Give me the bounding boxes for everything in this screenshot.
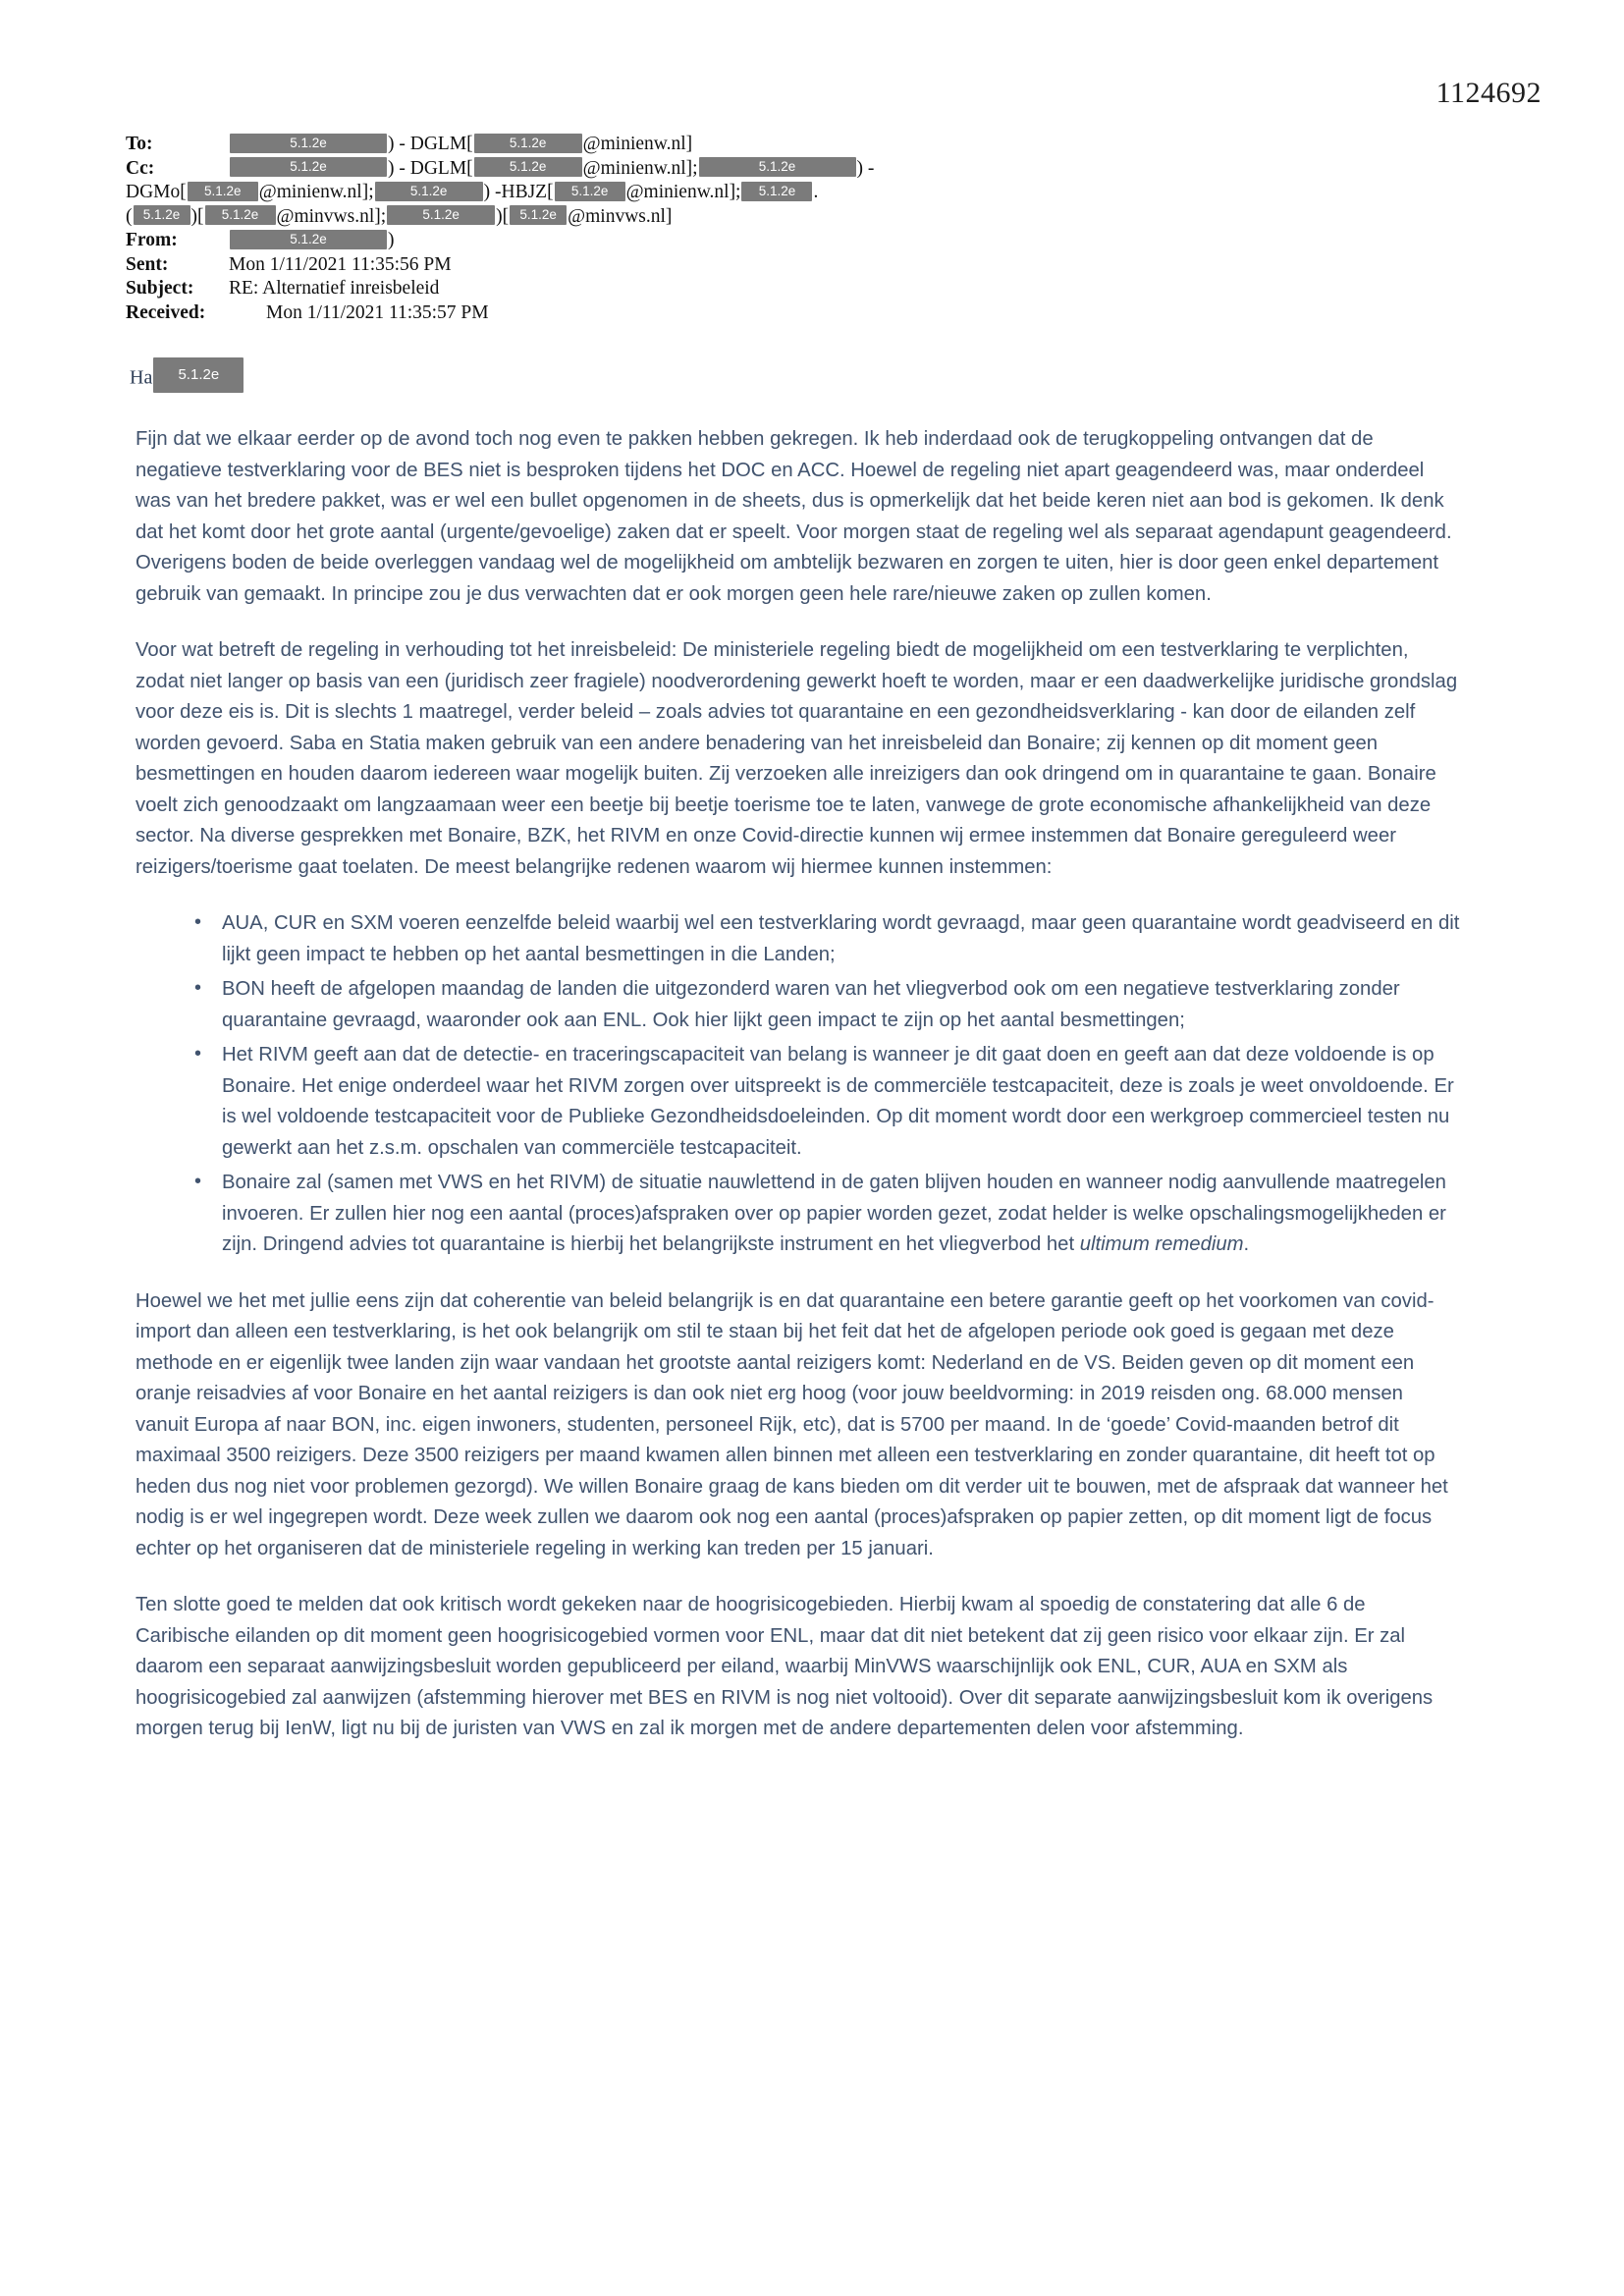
bullet-list — [135, 908, 1461, 1261]
header-row-cc-line2 — [126, 181, 1461, 205]
list-item — [194, 1040, 1461, 1164]
paragraph-1: Fijn dat we elkaar eerder op de avond toch nog even te pakken hebben gekregen. Ik heb inderdaad ook de terugkoppeling ontvangen dat de negatieve testverklaring voor de BES niet is besproken tijdens het DOC en ACC. Hoewel de regeling niet apart geagendeerd was, maar onderdeel was van het bredere pakket, was er wel een bullet opgenomen in de sheets, dus is opmerkelijk dat het beide keren niet aan bod is gekomen. Ik denk dat het komt door het grote aantal (urgente/gevoelige) zaken dat er speelt. Voor morgen staat de regeling wel als separaat agendapunt geagendeerd. Overigens boden de beide overleggen vandaag wel de mogelijkheid om ambtelijk bezwaren en zorgen te uiten, hier is door geen enkel departement gebruik van gemaakt. In principe zou je dus verwachten dat er ook morgen geen hele rare/nieuwe zaken op zullen komen. — [135, 428, 1452, 605]
cc-value-part3: ) - — [856, 157, 875, 179]
header-row-sent — [126, 253, 1461, 278]
cc-line2-part1: @minienw.nl]; — [258, 182, 374, 202]
paragraph-3: Hoewel we het met jullie eens zijn dat coherentie van beleid belangrijk is en dat quarantaine een betere garantie geeft op het voorkomen van covid-import dan alleen een testverklaring, is het ook belangrijk om stil te staan bij het feit dat het de afgelopen periode ook goed is gegaan met deze methode en er eigenlijk twee landen zijn waar vandaan het grootste aantal reizigers komt: Nederland en de VS. Beiden geven op dit moment een oranje reisadvies af voor Bonaire en het aantal reizigers is dan ook niet erg hoog (voor jouw beeldvorming: in 2019 reisden ong. 68.000 mensen vanuit Europa af naar BON, inc. eigen inwoners, studenten, personeel Rijk, etc), dat is 5700 per maand. In de ‘goede’ Covid-maanden betrof dit maximaal 3500 reizigers. Deze 3500 reizigers per maand kwamen allen binnen met alleen een testverklaring en zonder quarantaine, dit heeft tot op heden dus nog niet voor problemen gezorgd). We willen Bonaire graag de kans bieden om dit verder uit te bouwen, met de afspraak dat wanneer het nodig is er wel ingegrepen wordt. Deze week zullen we daarom ook nog een aantal (proces)afspraken op papier zetten, op dit moment ligt de focus echter op het organiseren dat de ministeriele regeling in werking kan treden per 15 januari. — [135, 1289, 1448, 1559]
greeting-line — [130, 361, 244, 397]
cc-line2-part2: ) -HBJZ[ — [483, 182, 554, 202]
redaction-block: 5.1.2e — [741, 182, 812, 201]
cc-line3-part0: ( — [126, 205, 133, 227]
cc-line2-part3: @minienw.nl]; — [625, 182, 741, 202]
redaction-block: 5.1.2e — [375, 182, 483, 201]
received-label: Received: — [126, 301, 206, 323]
list-item — [194, 974, 1461, 1036]
to-label: To: — [126, 134, 153, 154]
redaction-block: 5.1.2e — [387, 205, 495, 225]
redaction-block: 5.1.2e — [205, 205, 276, 225]
received-value: Mon 1/11/2021 11:35:57 PM — [266, 301, 489, 323]
document-number: 1124692 — [1435, 77, 1542, 109]
cc-line3-part3: )[ — [496, 205, 510, 227]
redaction-block: 5.1.2e — [699, 157, 856, 177]
paragraph-2: Voor wat betreft de regeling in verhouding tot het inreisbeleid: De ministeriele regeling biedt de mogelijkheid om een testverklaring te verplichten, zodat niet langer op basis van een (juridisch zeer fragiele) noodverordening gewerkt hoeft te worden, maar er een daadwerkelijke juridische grondslag voor deze eis is. Dit is slechts 1 maatregel, verder beleid – zoals advies tot quarantaine en een gezondheidsverklaring - kan door de eilanden zelf worden gevoerd. Saba en Statia maken gebruik van een andere benadering van het inreisbeleid dan Bonaire; zij kennen op dit moment geen besmettingen en houden daarom iedereen waar mogelijk buiten. Zij verzoeken alle inreizigers dan ook dringend om in quarantaine te gaan. Bonaire voelt zich genoodzaakt om langzaamaan weer een beetje bij beetje toerisme toe te laten, vanwege de grote economische afhankelijkheid van deze sector. Na diverse gesprekken met Bonaire, BZK, het RIVM en onze Covid-directie kunnen wij ermee instemmen dat Bonaire gereguleerd weer reizigers/toerisme gaat toelaten. De meest belangrijke redenen waarom wij hiermee kunnen instemmen: — [135, 639, 1458, 878]
header-row-from — [126, 229, 1461, 253]
greeting-text: Ha — [130, 366, 153, 389]
bullet-text-italic: ultimum remedium — [1079, 1233, 1244, 1255]
bullet-text-part2: . — [1243, 1233, 1250, 1255]
redaction-block: 5.1.2e — [510, 205, 567, 225]
cc-line2-part4: . — [813, 182, 819, 202]
subject-label: Subject: — [126, 278, 194, 299]
cc-value-part1: ) - DGLM[ — [388, 157, 473, 179]
subject-value: RE: Alternatief inreisbeleid — [229, 278, 440, 299]
from-label: From: — [126, 230, 178, 250]
list-item — [194, 1168, 1461, 1261]
cc-line3-part1: )[ — [190, 205, 204, 227]
redaction-block: 5.1.2e — [153, 357, 244, 393]
bullet-text: • Het RIVM geeft aan dat de detectie- en traceringscapaciteit van belang is wanneer je dit gaat doen en geeft aan dat deze voldoende is op Bonaire. Het enige onderdeel waar het RIVM zorgen over uitspreekt is de commerciële testcapaciteit, deze is zoals je weet onvoldoende. Er is wel voldoende testcapaciteit voor de Publieke Gezondheidsdoeleinden. Op dit moment wordt door een werkgroep commercieel testen nu gewerkt aan het z.s.m. opschalen van commerciële testcapaciteit. — [222, 1044, 1454, 1159]
cc-line3-part2: @minvws.nl]; — [276, 205, 387, 227]
cc-line2-part0: DGMo[ — [126, 182, 187, 202]
header-row-to — [126, 133, 1461, 157]
from-value: ) — [388, 230, 395, 250]
redaction-block: 5.1.2e — [555, 182, 625, 201]
redaction-block: 5.1.2e — [188, 182, 258, 201]
cc-value-part2: @minienw.nl]; — [582, 157, 698, 179]
bullet-text-part1: Bonaire zal (samen met VWS en het RIVM) de situatie nauwlettend in de gaten blijven houden en wanneer nodig aanvullende maatregelen invoeren. Er zullen hier nog een aantal (proces)afspraken over op papier worden gezet, zodat helder is welke opschalingsmogelijkheden er zijn. Dringend advies tot quarantaine is hierbij het belangrijkste instrument en het vliegverbod het — [222, 1172, 1446, 1255]
to-value-part1: ) - DGLM[ — [388, 134, 473, 154]
email-header — [126, 133, 1461, 325]
bullet-text: • BON heeft de afgelopen maandag de landen die uitgezonderd waren van het vliegverbod ook om een negatieve testverklaring zonder quarantaine gevraagd, waaronder ook aan ENL. Ook hier lijkt geen impact te zijn op het aantal besmettingen; — [222, 978, 1400, 1031]
header-row-received — [126, 301, 1461, 326]
header-row-subject — [126, 277, 1461, 301]
paragraph-4: Ten slotte goed te melden dat ook kritisch wordt gekeken naar de hoogrisicogebieden. Hierbij kwam al spoedig de constatering dat alle 6 de Caribische eilanden op dit moment geen hoogrisicogebied vormen voor ENL, maar dat dit niet betekent dat zij geen risico voor elkaar zijn. Er zal daarom een separaat aanwijzingsbesluit worden gepubliceerd per eiland, waarbij MinVWS waarschijnlijk ook ENL, CUR, AUA en SXM als hoogrisicogebied zal aanwijzen (afstemming hierover met BES en RIVM is nog niet voltooid). Over dit separate aanwijzingsbesluit kom ik overigens morgen terug bij IenW, ligt nu bij de juristen van VWS en zal ik morgen met de andere departementen delen voor afstemming. — [135, 1594, 1434, 1739]
email-body — [135, 424, 1461, 1771]
redaction-block: 5.1.2e — [230, 230, 387, 249]
bullet-text: • AUA, CUR en SXM voeren eenzelfde beleid waarbij wel een testverklaring wordt gevraagd, maar geen quarantaine wordt geadviseerd en dit lijkt geen impact te hebben op het aantal besmettingen in die Landen; — [222, 912, 1460, 965]
redaction-block: 5.1.2e — [474, 157, 582, 177]
to-value-part2: @minienw.nl] — [582, 134, 693, 154]
list-item — [194, 908, 1461, 970]
header-row-cc-line3 — [126, 205, 1461, 230]
redaction-block: 5.1.2e — [134, 205, 190, 225]
cc-line3-part4: @minvws.nl] — [568, 205, 673, 227]
redaction-block: 5.1.2e — [230, 157, 387, 177]
redaction-block: 5.1.2e — [230, 134, 387, 153]
cc-label: Cc: — [126, 157, 155, 179]
sent-label: Sent: — [126, 253, 169, 275]
redaction-block: 5.1.2e — [474, 134, 582, 153]
header-row-cc — [126, 157, 1461, 182]
sent-value: Mon 1/11/2021 11:35:56 PM — [229, 253, 452, 275]
bullet-text — [222, 1168, 1461, 1261]
